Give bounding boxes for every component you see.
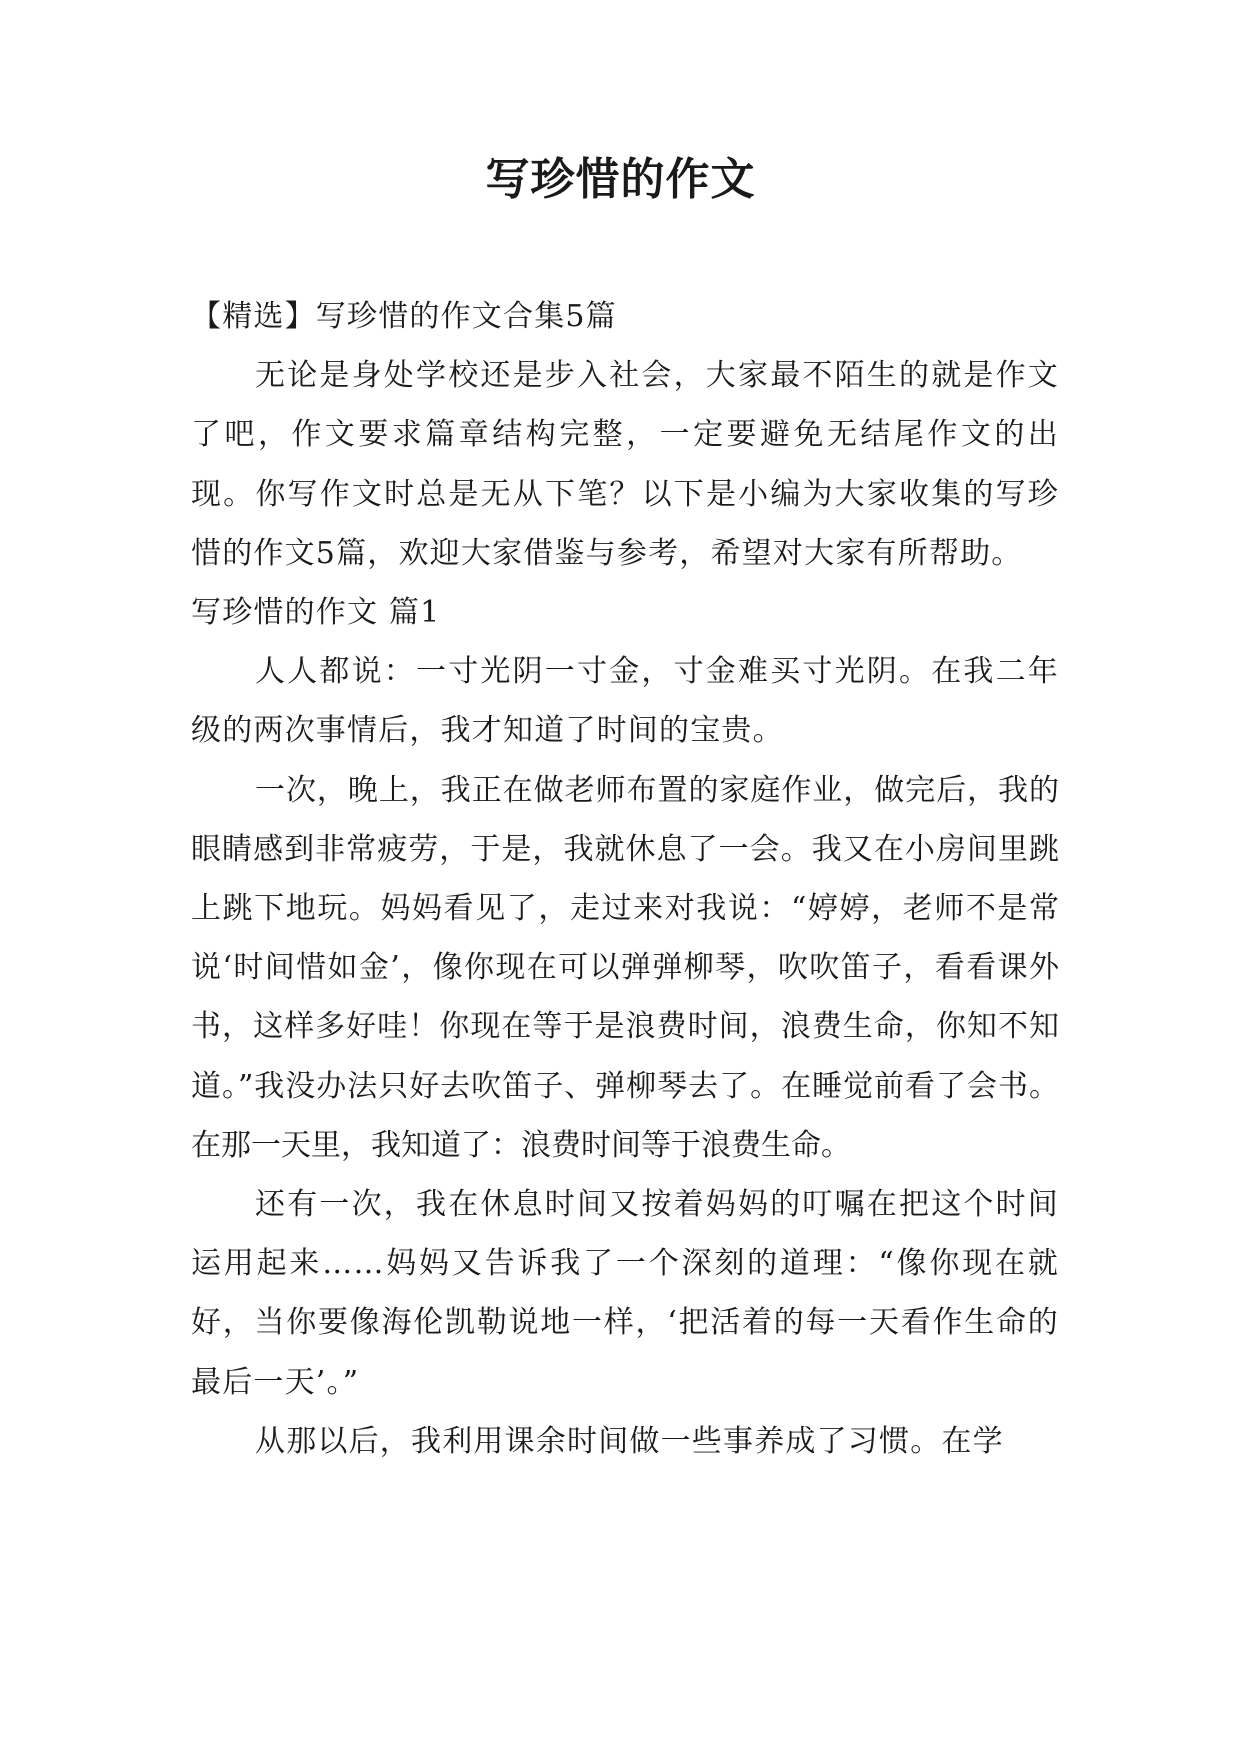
document-title: 写珍惜的作文: [485, 154, 756, 205]
body-paragraph-3: 还有一次，我在休息时间又按着妈妈的叮嘱在把这个时间运用起来……妈妈又告诉我了一个深刻的道理：“像你现在就好，当你要像海伦凯勒说地一样，‘把活着的每一天看作生命的最后一天’。”: [191, 1187, 1059, 1400]
body-paragraph-1: 人人都说：一寸光阴一寸金，寸金难买寸光阴。在我二年级的两次事情后，我才知道了时间的宝贵。: [191, 654, 1059, 749]
document-body: [191, 287, 1059, 1471]
body-paragraph-4: 从那以后，我利用课余时间做一些事养成了习惯。在学: [255, 1423, 1004, 1459]
body-paragraph-2: 一次，晚上，我正在做老师布置的家庭作业，做完后，我的眼睛感到非常疲劳，于是，我就休息了一会。我又在小房间里跳上跳下地玩。妈妈看见了，走过来对我说：“婷婷，老师不是常说‘时间惜如金’，像你现在可以弹弹柳琴，吹吹笛子，看看课外书，这样多好哇！你现在等于是浪费时间，浪费生命，你知不知道。”我没办法只好去吹笛子、弹柳琴去了。在睡觉前看了会书。在那一天里，我知道了：浪费时间等于浪费生命。: [191, 772, 1059, 1163]
document-subtitle: 【精选】写珍惜的作文合集5篇: [191, 299, 617, 334]
intro-paragraph: 无论是身处学校还是步入社会，大家最不陌生的就是作文了吧，作文要求篇章结构完整，一定要避免无结尾作文的出现。你写作文时总是无从下笔？以下是小编为大家收集的写珍惜的作文5篇，欢迎大家借鉴与参考，希望对大家有所帮助。: [191, 358, 1059, 571]
section-heading: 写珍惜的作文 篇1: [191, 595, 441, 631]
